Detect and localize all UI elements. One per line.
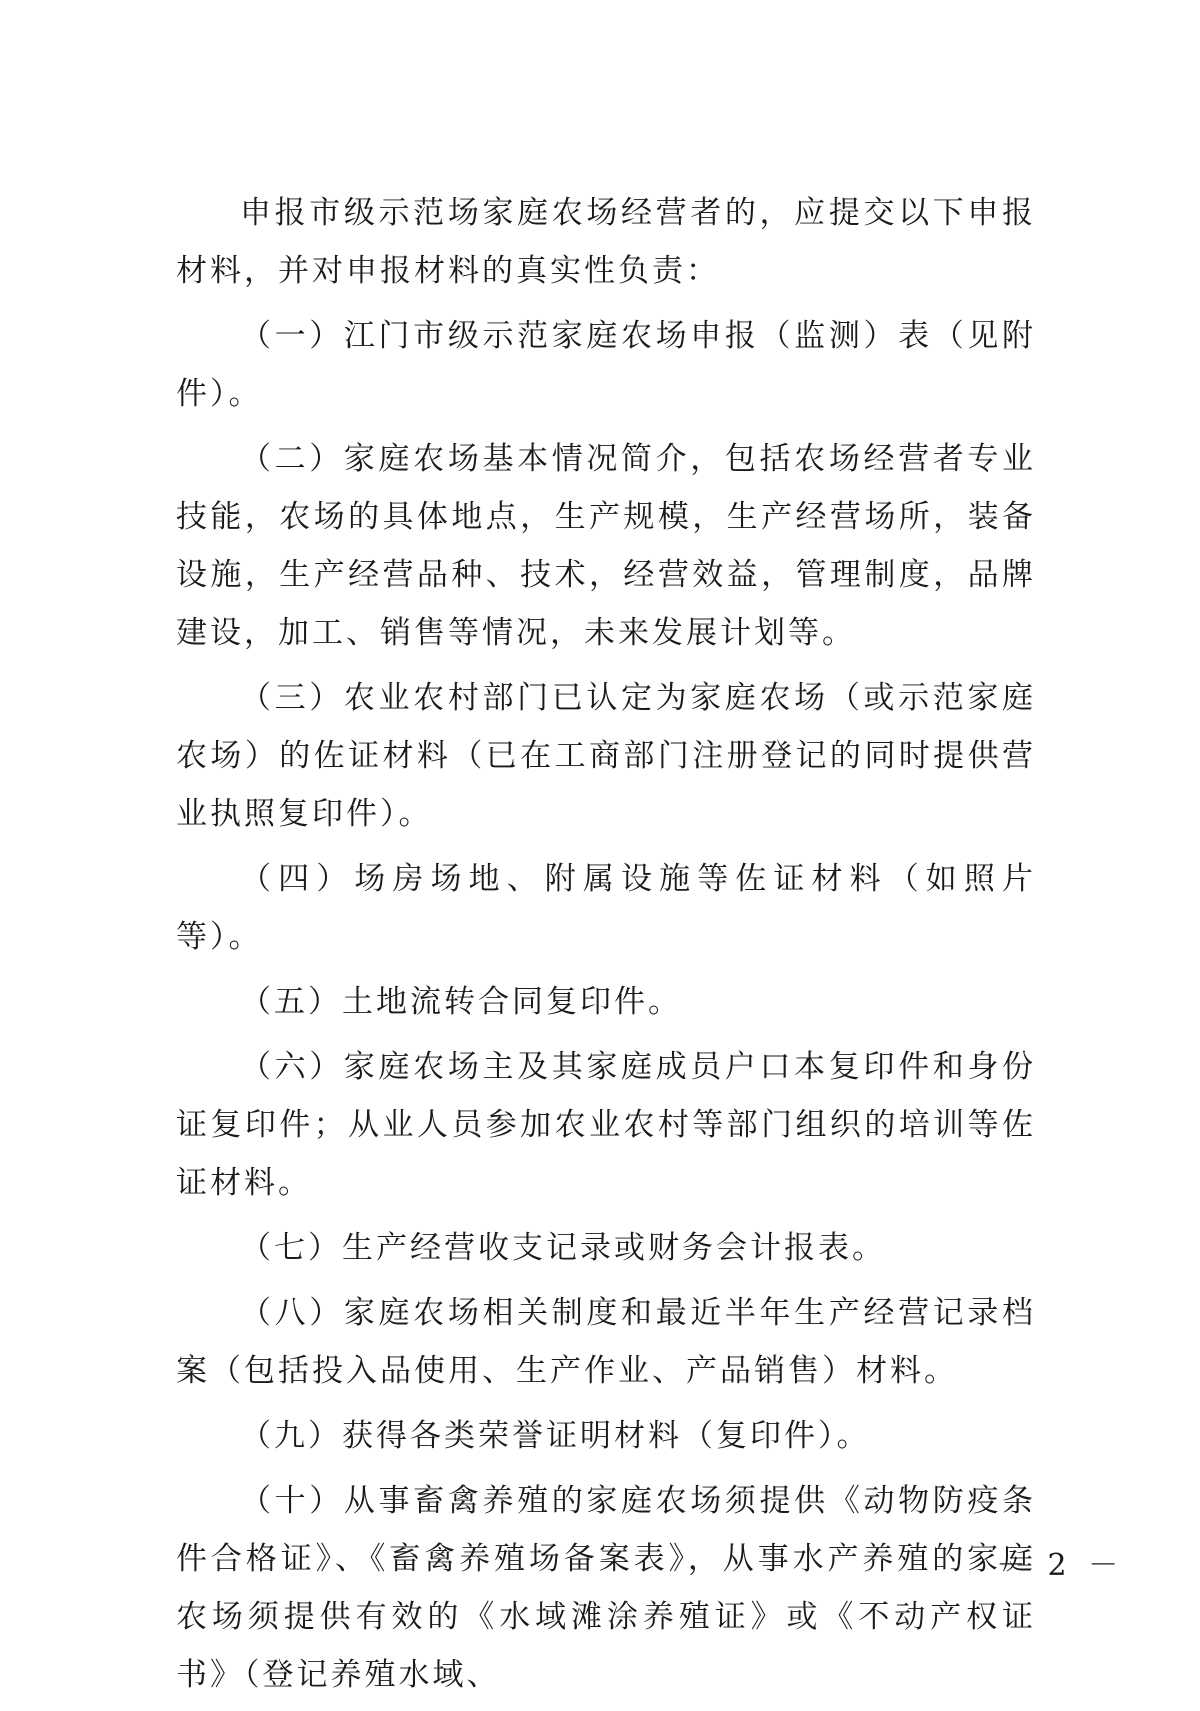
item-5-paragraph: （五）土地流转合同复印件。 (240, 984, 682, 1020)
document-body (176, 184, 1036, 1711)
item-3-paragraph: （三）农业农村部门已认定为家庭农场（或示范家庭农场）的佐证材料（已在工商部门注册登记的同时提供营业执照复印件）。 (176, 680, 1036, 832)
item-6-paragraph: （六）家庭农场主及其家庭成员户口本复印件和身份证复印件；从业人员参加农业农村等部门组织的培训等佐证材料。 (176, 1049, 1036, 1201)
item-7-paragraph: （七）生产经营收支记录或财务会计报表。 (240, 1230, 886, 1266)
item-4-paragraph: （四）场房场地、附属设施等佐证材料（如照片等）。 (176, 861, 1036, 955)
item-10-paragraph: （十）从事畜禽养殖的家庭农场须提供《动物防疫条件合格证》、《畜禽养殖场备案表》，从事水产养殖的家庭农场须提供有效的《水域滩涂养殖证》或《不动产权证书》（登记养殖水域、 (176, 1483, 1036, 1693)
item-9-paragraph: （九）获得各类荣誉证明材料（复印件）。 (240, 1418, 871, 1454)
intro-paragraph: 申报市级示范场家庭农场经营者的，应提交以下申报材料，并对申报材料的真实性负责： (176, 195, 1036, 289)
item-8-paragraph: （八）家庭农场相关制度和最近半年生产经营记录档案（包括投入品使用、生产作业、产品销售）材料。 (176, 1295, 1036, 1389)
item-1-paragraph: （一）江门市级示范家庭农场申报（监测）表（见附件）。 (176, 318, 1036, 412)
item-2-paragraph: （二）家庭农场基本情况简介，包括农场经营者专业技能，农场的具体地点，生产规模，生产经营场所，装备设施，生产经营品种、技术，经营效益，管理制度，品牌建设，加工、销售等情况，未来发展计划等。 (176, 441, 1036, 651)
page-number: － 2 － (996, 1548, 1125, 1583)
